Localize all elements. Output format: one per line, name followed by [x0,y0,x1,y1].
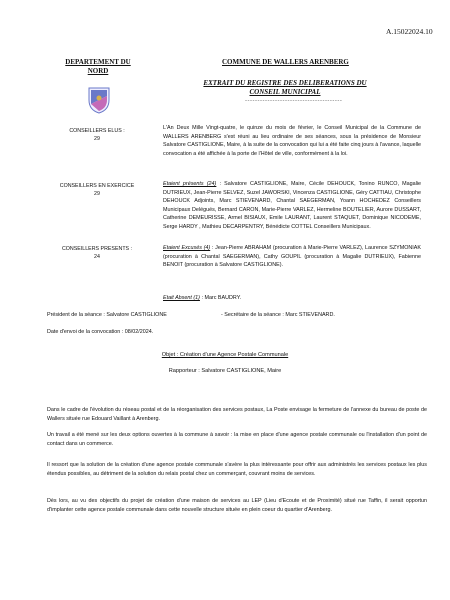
en-exercice-count: 29 [94,191,100,197]
excuses-paragraph [163,244,421,270]
secretaire-seance: - Secrétaire de la séance : Marc STIEVENARD. [221,312,335,318]
commune-title: COMMUNE DE WALLERS ARENBERG [222,58,349,66]
coat-of-arms-icon [87,86,111,114]
body-paragraph-1 [47,406,427,423]
presents-title: CONSEILLERS PRESENTS : [61,246,133,252]
opening-paragraph [163,124,421,158]
en-exercice-label [56,182,138,198]
extract-title: EXTRAIT DU REGISTRE DES DELIBERATIONS DU CONSEIL MUNICIPAL [203,79,367,96]
objet-title [0,352,450,358]
body-paragraph-4 [47,497,427,514]
presents-list: : Salvatore CASTIGLIONE, Maire, Cécile DEHOUCK, Tonino RUNCO, Magalie DUTRIEUX, Jean-Pierre SELVEZ, Suzel JAWORSKI, Vincenza CASTIGLIONE, Géry CATTIAU, Christophe DEHOUCK Adjoints, Marc STIEVENARD, Chantal SAEGERMAN, Yoann HOCHEDEZ Conseillers Municipaux Delégués, Bernard CARON, Marie-Pierre VARLEZ, Hermeline BOUTELIER, Aurore DUSSART, Catherine DEMEURISSE, Armel BISIAUX, Emile LAURANT, Laurent STAQUET, Dominique NICODEME, Serge HARDY , Mathieu DECARPENTRY, Bénédicte COTTEL Conseillers Municipaux. [163,181,422,230]
body-paragraph-4-text: Dès lors, au vu des objectifs du projet de création d'une maison de services au LEP (Lieu d'Ecoute et de Proximité) situé rue Taffin, il serait opportun d'implanter cette agence postale communale dans cette nouvelle structure située en plein coeur du quartier d'Arenberg. [47,498,427,513]
absent-list: : Marc BAUDRY. [201,295,242,301]
conseillers-elus-count: 29 [94,136,100,142]
conseillers-elus-label [56,127,138,143]
excuses-list: : Jean-Pierre ABRAHAM (procuration à Marie-Pierre VARLEZ), Laurence SZYMONIAK (procuration à Chantal SAEGERMAN), Cathy GOUPIL (procuration à Magalie DUTRIEUX), Fabienne BENOIT (procuration à Salvatore CASTIGLIONE). [163,245,421,269]
rapporteur: Rapporteur : Salvatore CASTIGLIONE, Maire [168,368,282,374]
objet-title-text: Objet : Création d'une Agence Postale Communale [161,352,289,358]
body-paragraph-1-text: Dans le cadre de l'évolution du réseau postal et de la réorganisation des services postaux, La Poste envisage la fermeture de l'annexe du bureau de poste de Wallers située rue Edouard Vaillant à Arenberg. [47,407,427,422]
en-exercice-title: CONSEILLERS EN EXERCICE [59,183,135,189]
absent-paragraph [163,294,421,303]
opening-text: L'An Deux Mille Vingt-quatre, le quinze du mois de février, le Conseil Municipal de la Commune de WALLERS ARENBERG s'est réuni au lieu ordinaire de ses séances, sous la présidence de Monsieur Salvatore CASTIGLIONE, Maire, à la suite de la convocation qui lui a été faite cinq jours à l'avance, laquelle convocation a été affichée à la porte de l'Hôtel de ville, conformément à la loi. [163,125,421,157]
president-seance: Président de la séance : Salvatore CASTIGLIONE [47,312,167,318]
convocation-date: Date d'envoi de la convocation : 08/02/2024. [47,329,154,335]
body-paragraph-3 [47,461,427,478]
body-paragraph-3-text: Il ressort que la solution de la création d'une agence postale communale s'avère la plus intéressante pour offrir aux administrés les services postaux les plus étendus possibles, au détriment de la solution du relais postal chez un commerçant, couvrant moins de services. [47,462,427,477]
presents-paragraph [163,180,421,232]
title-divider: --------------------------------------- [245,98,343,104]
department-title: DEPARTEMENT DU NORD [65,58,131,75]
excuses-heading: Etaient Excusés (4) [163,245,211,251]
body-paragraph-2-text: Un travail a été mené sur les deux options ouvertes à la commune à savoir : la mise en place d'une agence postale communale ou l'installation d'un point de contact dans un commerce. [47,432,427,447]
body-paragraph-2 [47,431,427,448]
document-reference: A.15022024.10 [386,27,433,36]
presents-heading: Etaient présents (24) [163,181,217,187]
conseillers-elus-title: CONSEILLERS ELUS : [69,128,125,134]
absent-heading: Etait Absent (1) [163,295,200,301]
presents-count: 24 [94,254,100,260]
presents-label [56,245,138,261]
